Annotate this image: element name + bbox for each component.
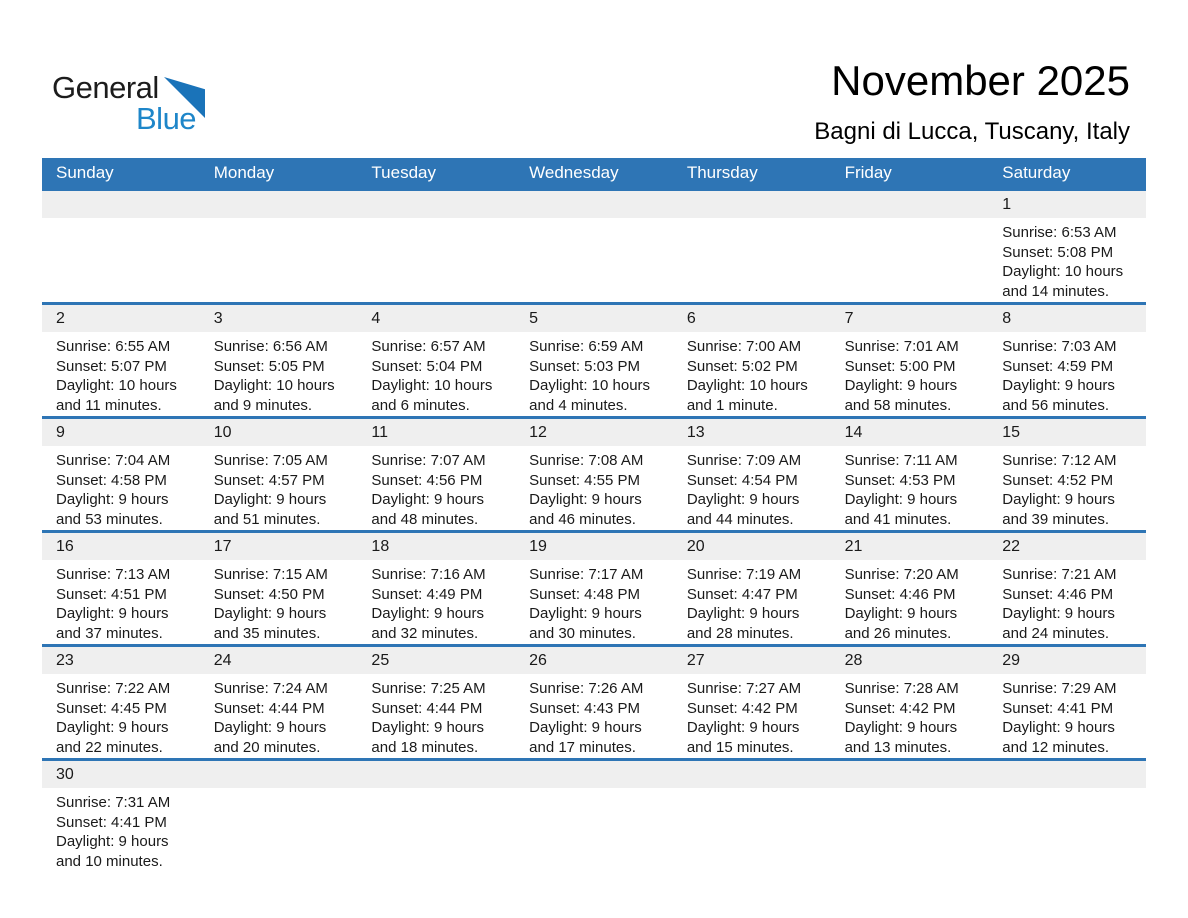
sunrise-text: Sunrise: 7:24 AM [213, 680, 328, 697]
daylight-minutes-text: and 12 minutes. [1002, 738, 1110, 756]
daylight-minutes-text: and 1 minute. [686, 396, 778, 414]
empty-day-cell [42, 191, 200, 302]
calendar-grid [42, 188, 1146, 872]
sunrise-text: Sunrise: 7:04 AM [56, 452, 171, 469]
daylight-hours-text: Daylight: 9 hours [213, 491, 327, 508]
sunrise-text: Sunrise: 6:55 AM [56, 338, 171, 355]
day-number: 27 [673, 647, 831, 674]
day-number: 20 [673, 533, 831, 560]
daylight-hours-text: Daylight: 10 hours [213, 377, 335, 394]
daylight-hours-text: Daylight: 9 hours [529, 491, 642, 508]
calendar-week-row [42, 302, 1146, 416]
day-details [357, 560, 515, 644]
day-details [357, 788, 515, 872]
day-details [515, 218, 673, 302]
day-number [357, 761, 515, 788]
day-details [515, 332, 673, 416]
sunset-text: Sunset: 4:52 PM [1002, 471, 1114, 489]
sunset-text: Sunset: 4:50 PM [213, 585, 325, 603]
daylight-hours-text: Daylight: 9 hours [213, 605, 327, 622]
sunset-text: Sunset: 4:51 PM [56, 585, 167, 603]
day-number [673, 761, 831, 788]
sunset-text: Sunset: 5:03 PM [529, 357, 641, 375]
day-number: 11 [357, 419, 515, 446]
daylight-minutes-text: and 51 minutes. [213, 510, 321, 528]
sunset-text: Sunset: 4:41 PM [56, 813, 167, 831]
sunset-text: Sunset: 4:44 PM [371, 699, 483, 717]
day-number [988, 761, 1146, 788]
daylight-hours-text: Daylight: 10 hours [56, 377, 177, 394]
sunset-text: Sunset: 4:57 PM [213, 471, 325, 489]
sunset-text: Sunset: 4:41 PM [1002, 699, 1114, 717]
sunset-text: Sunset: 4:46 PM [1002, 585, 1114, 603]
day-details [200, 788, 358, 872]
sunrise-text: Sunrise: 6:59 AM [529, 338, 644, 355]
daylight-hours-text: Daylight: 9 hours [844, 719, 958, 736]
weekday-header-sunday: Sunday [56, 163, 114, 182]
sunrise-text: Sunrise: 7:19 AM [686, 566, 802, 583]
sunrise-text: Sunrise: 7:11 AM [844, 452, 958, 469]
day-number: 10 [200, 419, 358, 446]
logo-text-blue: Blue [136, 101, 197, 136]
sunset-text: Sunset: 4:59 PM [1002, 357, 1114, 375]
sunset-text: Sunset: 4:45 PM [56, 699, 167, 717]
daylight-minutes-text: and 58 minutes. [844, 396, 952, 414]
sunset-text: Sunset: 4:46 PM [844, 585, 956, 603]
sunrise-text: Sunrise: 7:26 AM [529, 680, 644, 697]
sunset-text: Sunset: 5:08 PM [1002, 243, 1114, 261]
day-number [200, 761, 358, 788]
daylight-hours-text: Daylight: 9 hours [686, 605, 800, 622]
day-cell [988, 647, 1146, 758]
day-cell [831, 647, 989, 758]
daylight-minutes-text: and 20 minutes. [213, 738, 321, 756]
day-details [200, 560, 358, 644]
day-number: 13 [673, 419, 831, 446]
daylight-hours-text: Daylight: 9 hours [56, 719, 169, 736]
weekday-header-wednesday: Wednesday [529, 163, 619, 182]
empty-day-cell [200, 761, 358, 872]
daylight-minutes-text: and 4 minutes. [529, 396, 628, 414]
daylight-hours-text: Daylight: 9 hours [213, 719, 327, 736]
day-details [673, 674, 831, 758]
day-cell [515, 305, 673, 416]
sunrise-text: Sunrise: 7:22 AM [56, 680, 171, 697]
daylight-minutes-text: and 56 minutes. [1002, 396, 1110, 414]
day-number: 22 [988, 533, 1146, 560]
day-details [831, 446, 989, 530]
day-number: 19 [515, 533, 673, 560]
sunrise-text: Sunrise: 7:25 AM [371, 680, 486, 697]
day-details [42, 788, 200, 872]
daylight-minutes-text: and 39 minutes. [1002, 510, 1110, 528]
daylight-hours-text: Daylight: 9 hours [1002, 719, 1115, 736]
sunset-text: Sunset: 4:49 PM [371, 585, 483, 603]
title-block [814, 58, 1130, 146]
daylight-minutes-text: and 44 minutes. [686, 510, 794, 528]
day-cell [200, 533, 358, 644]
daylight-hours-text: Daylight: 9 hours [686, 719, 800, 736]
day-number [673, 191, 831, 218]
day-cell [988, 533, 1146, 644]
day-number: 25 [357, 647, 515, 674]
calendar-week-row [42, 644, 1146, 758]
day-cell [673, 533, 831, 644]
day-number: 2 [42, 305, 200, 332]
sunset-text: Sunset: 4:53 PM [844, 471, 956, 489]
day-number: 29 [988, 647, 1146, 674]
empty-day-cell [831, 761, 989, 872]
day-number: 28 [831, 647, 989, 674]
daylight-minutes-text: and 37 minutes. [56, 624, 163, 642]
sunset-text: Sunset: 4:47 PM [686, 585, 798, 603]
sunrise-text: Sunrise: 7:21 AM [1002, 566, 1117, 583]
empty-day-cell [357, 191, 515, 302]
daylight-hours-text: Daylight: 9 hours [56, 833, 169, 850]
day-cell [200, 419, 358, 530]
sunset-text: Sunset: 4:44 PM [213, 699, 325, 717]
day-details [988, 218, 1146, 302]
daylight-hours-text: Daylight: 9 hours [844, 491, 958, 508]
daylight-hours-text: Daylight: 9 hours [56, 605, 169, 622]
day-number: 9 [42, 419, 200, 446]
day-details [357, 674, 515, 758]
daylight-minutes-text: and 24 minutes. [1002, 624, 1110, 642]
sunrise-text: Sunrise: 6:53 AM [1002, 224, 1117, 241]
day-details [42, 560, 200, 644]
sunrise-text: Sunrise: 7:31 AM [56, 794, 171, 811]
sunset-text: Sunset: 5:04 PM [371, 357, 483, 375]
day-cell [673, 419, 831, 530]
day-cell [42, 533, 200, 644]
day-details [988, 446, 1146, 530]
day-cell [200, 305, 358, 416]
general-blue-logo [52, 70, 272, 142]
daylight-hours-text: Daylight: 9 hours [56, 491, 169, 508]
daylight-hours-text: Daylight: 9 hours [844, 377, 958, 394]
daylight-hours-text: Daylight: 9 hours [686, 491, 800, 508]
day-cell [673, 647, 831, 758]
daylight-minutes-text: and 9 minutes. [213, 396, 313, 414]
daylight-minutes-text: and 32 minutes. [371, 624, 479, 642]
empty-day-cell [357, 761, 515, 872]
sunset-text: Sunset: 4:48 PM [529, 585, 641, 603]
daylight-minutes-text: and 17 minutes. [529, 738, 636, 756]
day-details [673, 560, 831, 644]
daylight-minutes-text: and 48 minutes. [371, 510, 479, 528]
empty-day-cell [673, 761, 831, 872]
day-details [988, 332, 1146, 416]
day-details [357, 332, 515, 416]
day-details [200, 446, 358, 530]
daylight-minutes-text: and 28 minutes. [686, 624, 794, 642]
calendar-week-row [42, 416, 1146, 530]
sunrise-text: Sunrise: 7:12 AM [1002, 452, 1117, 469]
daylight-minutes-text: and 11 minutes. [56, 396, 162, 414]
weekday-header-row [42, 158, 1146, 188]
daylight-minutes-text: and 18 minutes. [371, 738, 479, 756]
day-number: 18 [357, 533, 515, 560]
sunrise-text: Sunrise: 7:01 AM [844, 338, 959, 355]
day-details [831, 674, 989, 758]
day-details [831, 332, 989, 416]
day-cell [831, 305, 989, 416]
daylight-minutes-text: and 15 minutes. [686, 738, 794, 756]
daylight-hours-text: Daylight: 9 hours [1002, 605, 1115, 622]
sunset-text: Sunset: 5:05 PM [213, 357, 325, 375]
daylight-minutes-text: and 22 minutes. [56, 738, 163, 756]
day-cell [988, 191, 1146, 302]
daylight-minutes-text: and 13 minutes. [844, 738, 952, 756]
day-number: 7 [831, 305, 989, 332]
sunrise-text: Sunrise: 7:03 AM [1002, 338, 1117, 355]
sunrise-text: Sunrise: 7:17 AM [529, 566, 644, 583]
sunset-text: Sunset: 4:42 PM [686, 699, 798, 717]
sunset-text: Sunset: 4:56 PM [371, 471, 483, 489]
day-details [42, 674, 200, 758]
day-details [673, 218, 831, 302]
sunrise-text: Sunrise: 7:28 AM [844, 680, 959, 697]
sunset-text: Sunset: 4:42 PM [844, 699, 956, 717]
day-number: 24 [200, 647, 358, 674]
daylight-hours-text: Daylight: 9 hours [529, 605, 642, 622]
day-details [42, 332, 200, 416]
day-cell [515, 647, 673, 758]
daylight-minutes-text: and 26 minutes. [844, 624, 952, 642]
daylight-minutes-text: and 6 minutes. [371, 396, 470, 414]
day-details [515, 674, 673, 758]
day-number: 17 [200, 533, 358, 560]
weekday-header-saturday: Saturday [1002, 163, 1071, 182]
day-cell [988, 419, 1146, 530]
logo-text-general: General [52, 70, 159, 105]
day-number [200, 191, 358, 218]
daylight-hours-text: Daylight: 9 hours [371, 605, 484, 622]
calendar-week-row [42, 530, 1146, 644]
day-details [988, 788, 1146, 872]
day-details [42, 446, 200, 530]
day-details [831, 218, 989, 302]
sunrise-text: Sunrise: 7:08 AM [529, 452, 644, 469]
day-details [357, 446, 515, 530]
day-details [673, 788, 831, 872]
day-cell [357, 647, 515, 758]
weekday-header-tuesday: Tuesday [371, 163, 436, 182]
day-details [42, 218, 200, 302]
day-number: 6 [673, 305, 831, 332]
sunset-text: Sunset: 5:00 PM [844, 357, 956, 375]
day-cell [988, 305, 1146, 416]
day-cell [42, 419, 200, 530]
day-details [673, 446, 831, 530]
calendar-week-row [42, 188, 1146, 302]
day-number: 5 [515, 305, 673, 332]
day-number [831, 761, 989, 788]
day-cell [42, 761, 200, 872]
day-details [515, 560, 673, 644]
empty-day-cell [831, 191, 989, 302]
sunset-text: Sunset: 4:43 PM [529, 699, 641, 717]
empty-day-cell [673, 191, 831, 302]
empty-day-cell [200, 191, 358, 302]
calendar-week-row [42, 758, 1146, 872]
sunset-text: Sunset: 5:07 PM [56, 357, 167, 375]
day-number: 1 [988, 191, 1146, 218]
day-number: 8 [988, 305, 1146, 332]
day-details [831, 788, 989, 872]
day-cell [831, 419, 989, 530]
sunrise-text: Sunrise: 7:05 AM [213, 452, 328, 469]
day-details [515, 446, 673, 530]
day-number: 26 [515, 647, 673, 674]
day-number [515, 191, 673, 218]
day-number: 14 [831, 419, 989, 446]
day-details [200, 674, 358, 758]
daylight-hours-text: Daylight: 10 hours [371, 377, 493, 394]
empty-day-cell [988, 761, 1146, 872]
day-details [988, 674, 1146, 758]
daylight-minutes-text: and 53 minutes. [56, 510, 163, 528]
sunrise-text: Sunrise: 7:00 AM [686, 338, 802, 355]
sunrise-text: Sunrise: 7:09 AM [686, 452, 802, 469]
sunrise-text: Sunrise: 7:20 AM [844, 566, 959, 583]
day-cell [42, 305, 200, 416]
day-cell [42, 647, 200, 758]
daylight-hours-text: Daylight: 10 hours [686, 377, 808, 394]
daylight-minutes-text: and 41 minutes. [844, 510, 952, 528]
daylight-hours-text: Daylight: 9 hours [1002, 377, 1115, 394]
day-cell [515, 419, 673, 530]
day-cell [673, 305, 831, 416]
empty-day-cell [515, 761, 673, 872]
sunrise-text: Sunrise: 7:29 AM [1002, 680, 1117, 697]
day-details [988, 560, 1146, 644]
weekday-header-thursday: Thursday [686, 163, 758, 182]
sunrise-text: Sunrise: 6:56 AM [213, 338, 328, 355]
daylight-minutes-text: and 14 minutes. [1002, 282, 1110, 300]
daylight-minutes-text: and 35 minutes. [213, 624, 321, 642]
day-number: 16 [42, 533, 200, 560]
day-cell [357, 533, 515, 644]
daylight-hours-text: Daylight: 9 hours [371, 719, 484, 736]
sunset-text: Sunset: 4:58 PM [56, 471, 167, 489]
daylight-hours-text: Daylight: 9 hours [371, 491, 484, 508]
day-cell [357, 419, 515, 530]
day-number: 30 [42, 761, 200, 788]
day-cell [357, 305, 515, 416]
day-number: 21 [831, 533, 989, 560]
sunset-text: Sunset: 4:54 PM [686, 471, 798, 489]
daylight-hours-text: Daylight: 9 hours [1002, 491, 1115, 508]
day-number [831, 191, 989, 218]
day-number [42, 191, 200, 218]
page-title: November 2025 [831, 57, 1130, 104]
day-details [831, 560, 989, 644]
sunrise-text: Sunrise: 6:57 AM [371, 338, 486, 355]
sunrise-text: Sunrise: 7:07 AM [371, 452, 486, 469]
day-number: 3 [200, 305, 358, 332]
daylight-hours-text: Daylight: 9 hours [529, 719, 642, 736]
weekday-header-monday: Monday [213, 163, 275, 182]
day-number [515, 761, 673, 788]
sunrise-text: Sunrise: 7:16 AM [371, 566, 486, 583]
sunrise-text: Sunrise: 7:15 AM [213, 566, 328, 583]
location-subtitle: Bagni di Lucca, Tuscany, Italy [814, 118, 1130, 146]
sunrise-text: Sunrise: 7:27 AM [686, 680, 802, 697]
day-cell [515, 533, 673, 644]
day-details [357, 218, 515, 302]
day-details [515, 788, 673, 872]
daylight-hours-text: Daylight: 10 hours [529, 377, 651, 394]
empty-day-cell [515, 191, 673, 302]
daylight-hours-text: Daylight: 9 hours [844, 605, 958, 622]
sunrise-text: Sunrise: 7:13 AM [56, 566, 171, 583]
daylight-minutes-text: and 30 minutes. [529, 624, 636, 642]
daylight-minutes-text: and 46 minutes. [529, 510, 636, 528]
day-number: 4 [357, 305, 515, 332]
day-details [200, 218, 358, 302]
day-cell [831, 533, 989, 644]
daylight-hours-text: Daylight: 10 hours [1002, 263, 1124, 280]
daylight-minutes-text: and 10 minutes. [56, 852, 163, 870]
sunset-text: Sunset: 5:02 PM [686, 357, 798, 375]
day-cell [200, 647, 358, 758]
day-details [673, 332, 831, 416]
day-number: 12 [515, 419, 673, 446]
day-number: 23 [42, 647, 200, 674]
day-details [200, 332, 358, 416]
day-number: 15 [988, 419, 1146, 446]
sunset-text: Sunset: 4:55 PM [529, 471, 641, 489]
calendar [42, 158, 1146, 872]
weekday-header-friday: Friday [844, 163, 892, 182]
day-number [357, 191, 515, 218]
